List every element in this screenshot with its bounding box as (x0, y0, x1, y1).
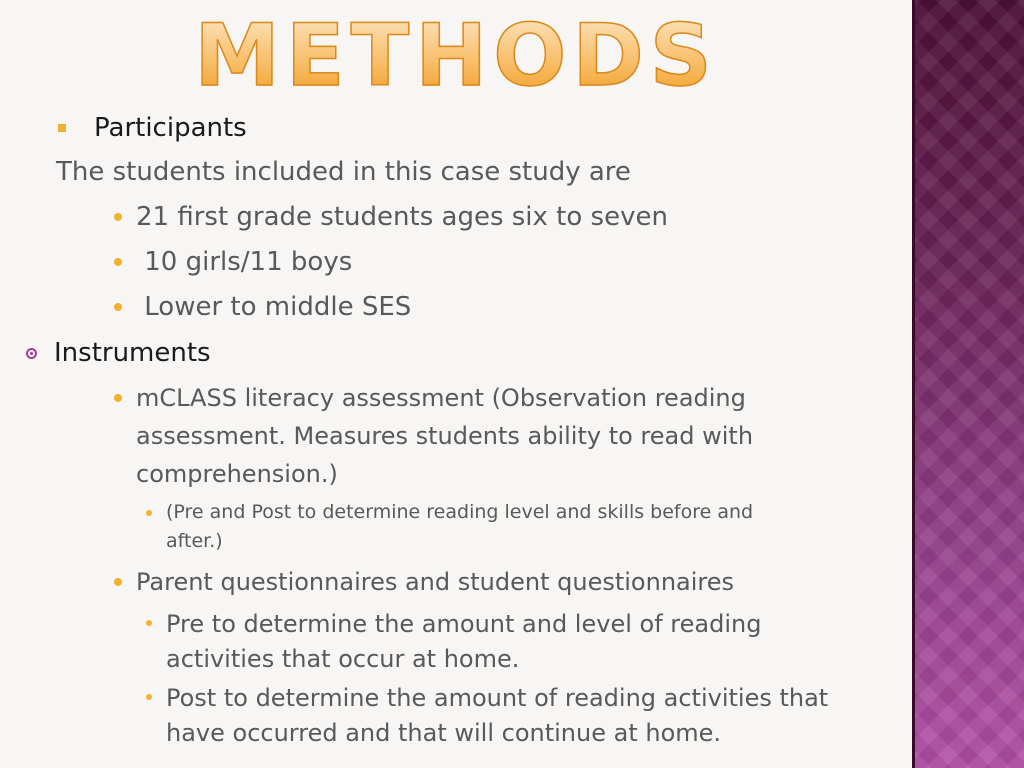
dot-bullet-icon (146, 694, 152, 700)
circle-dot-bullet-icon (26, 348, 37, 359)
participants-intro: The students included in this case study are (56, 157, 631, 187)
dot-bullet-icon (114, 394, 122, 402)
decorative-side-panel (912, 0, 1024, 768)
instruments-heading: Instruments (54, 338, 211, 368)
dot-bullet-icon (114, 258, 122, 266)
questionnaires-line: Parent questionnaires and student questionnaires (136, 568, 735, 596)
mclass-line-1: mCLASS literacy assessment (Observation reading (136, 384, 746, 412)
square-bullet-icon (58, 124, 66, 132)
dot-bullet-icon (114, 213, 122, 221)
participants-item-ages: 21 first grade students ages six to seven (136, 202, 668, 232)
dot-bullet-icon (114, 578, 122, 586)
participants-item-gender: 10 girls/11 boys (136, 247, 353, 277)
participants-item-ses: Lower to middle SES (136, 292, 412, 322)
post-line-2: have occurred and that will continue at home. (166, 719, 722, 747)
slide-title: METHODS (0, 6, 912, 106)
dot-bullet-icon (146, 510, 152, 516)
post-line-1: Post to determine the amount of reading activities that (166, 684, 829, 712)
dot-bullet-icon (146, 620, 152, 626)
mclass-sub-line-2: after.) (166, 530, 223, 552)
dot-bullet-icon (114, 303, 122, 311)
pre-line-1: Pre to determine the amount and level of reading (166, 610, 762, 638)
mclass-line-3: comprehension.) (136, 460, 338, 488)
mclass-sub-line-1: (Pre and Post to determine reading level and skills before and (166, 501, 754, 523)
mclass-line-2: assessment. Measures students ability to read with (136, 422, 754, 450)
pre-line-2: activities that occur at home. (166, 645, 520, 673)
participants-heading: Participants (94, 113, 247, 143)
